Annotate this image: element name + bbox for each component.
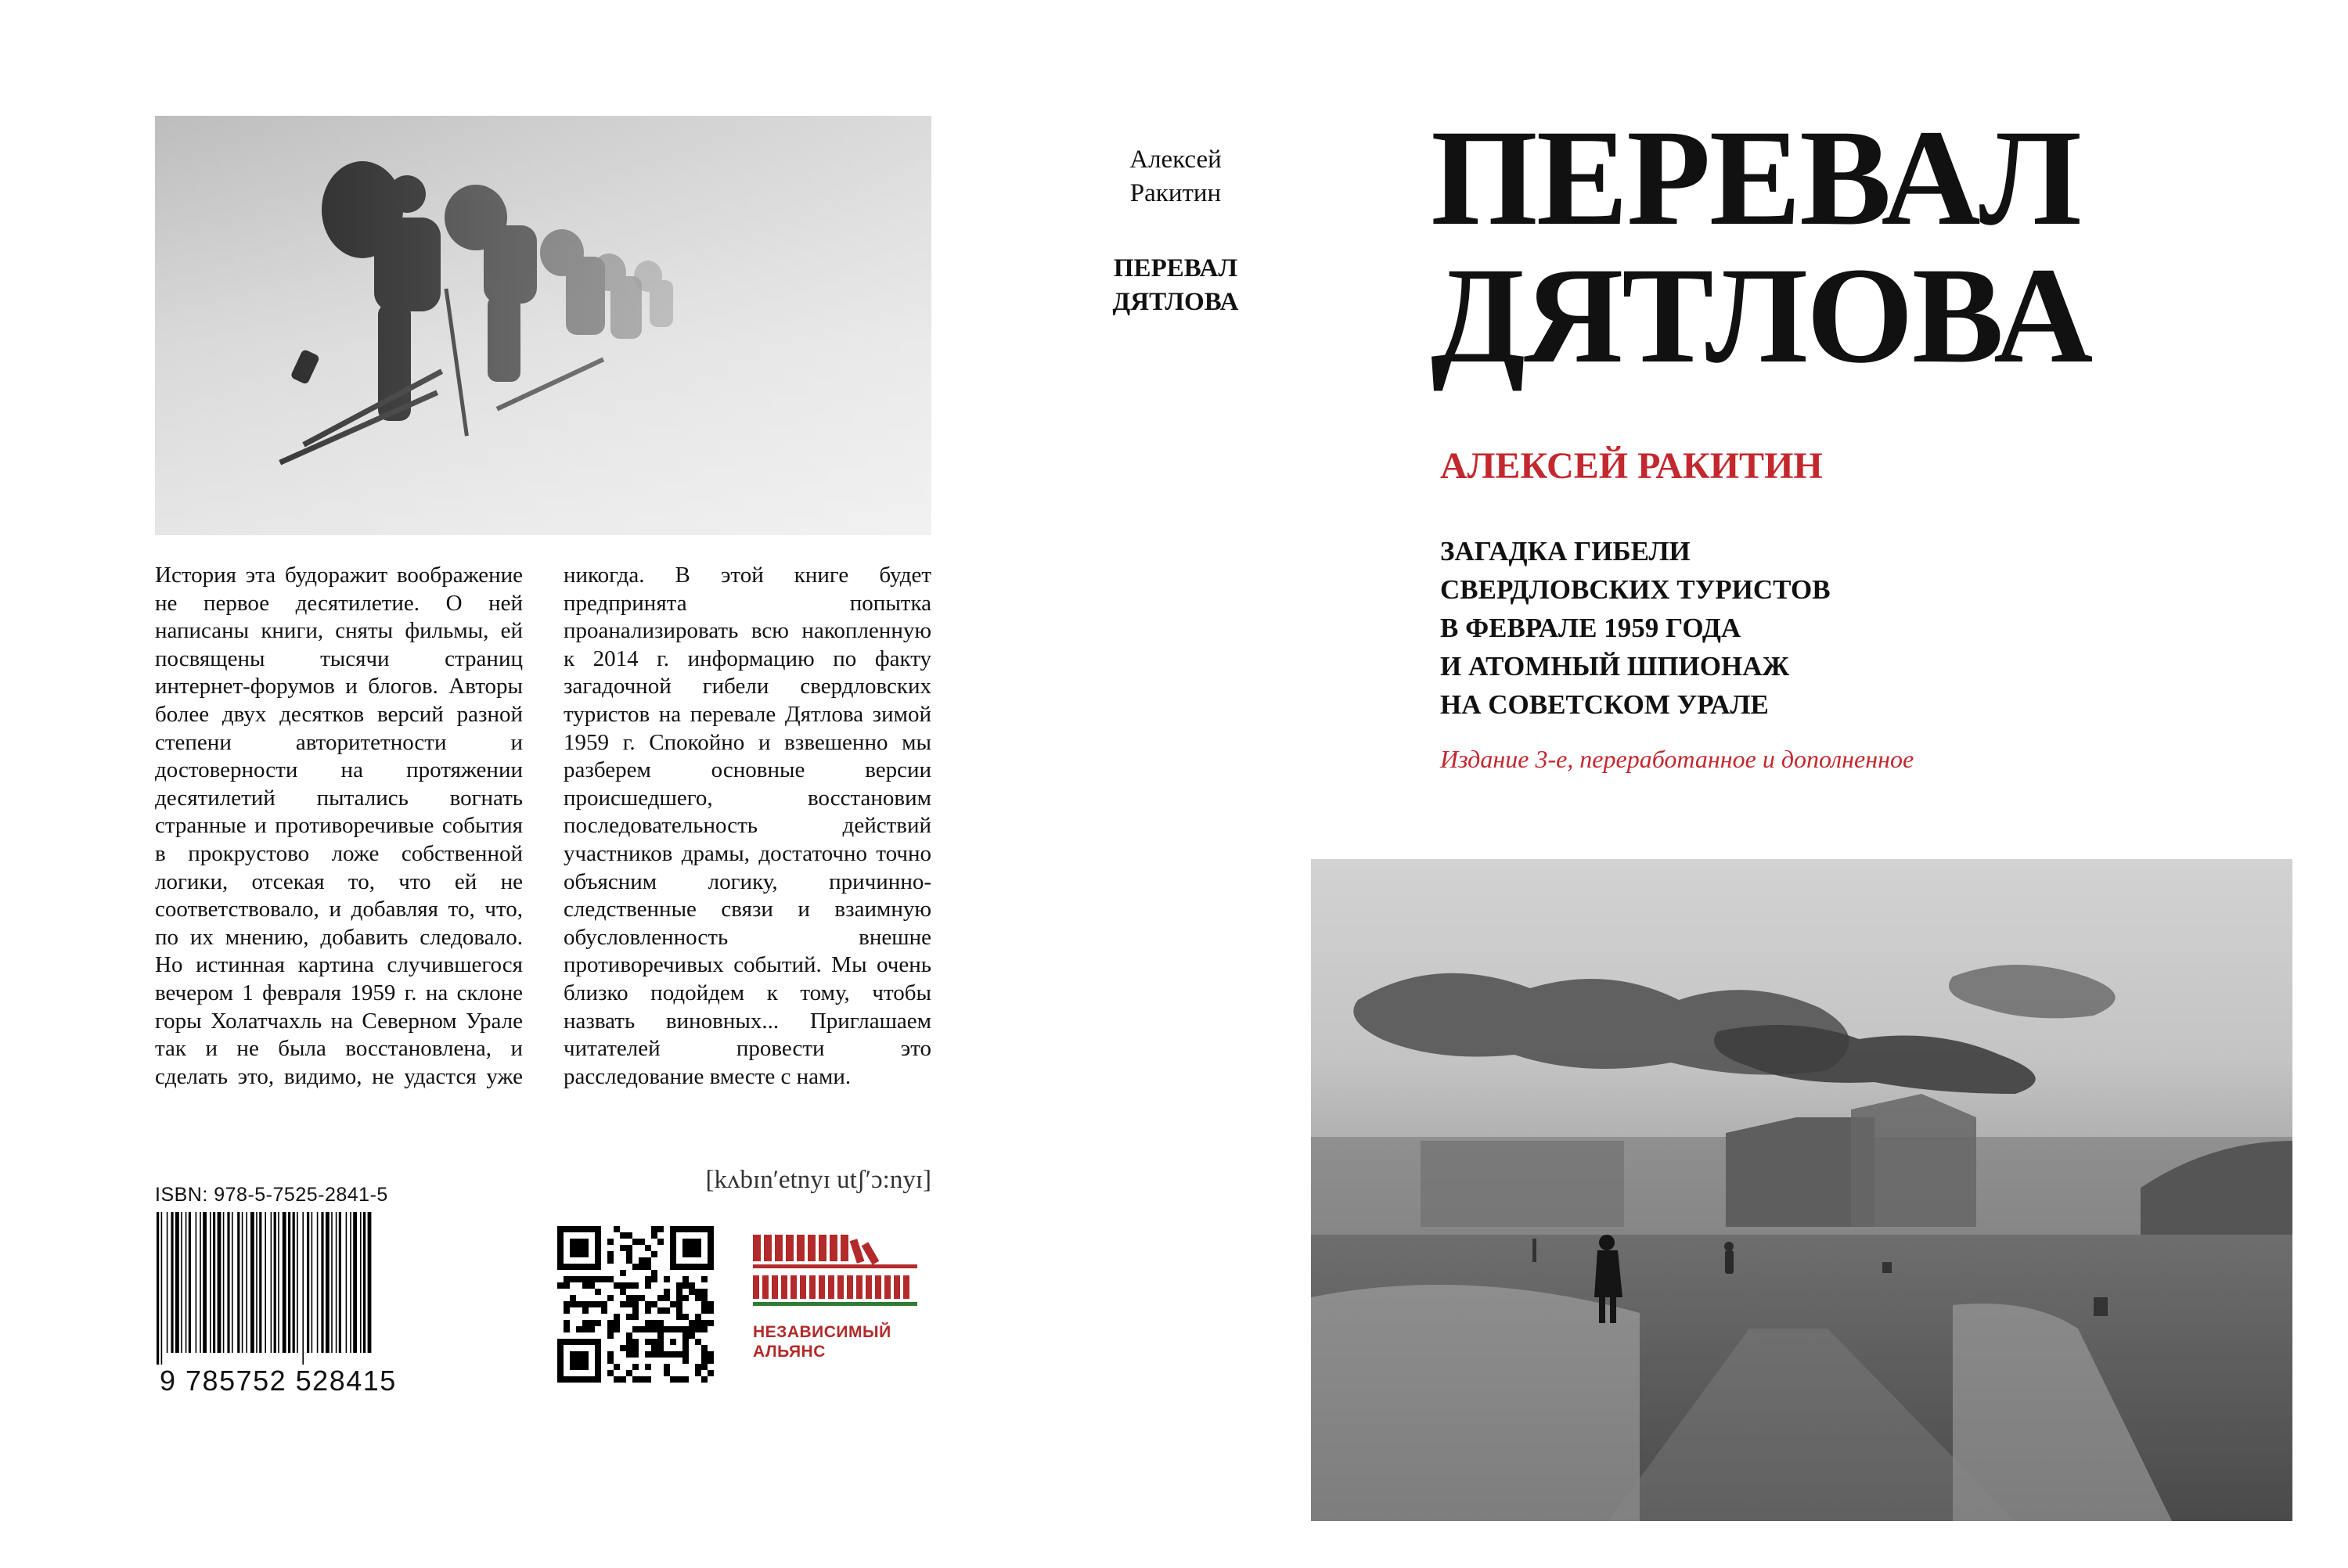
phonetic-transcription: [kʌbɪn′etnyɪ utʃ′ɔ:nyɪ] — [705, 1166, 931, 1194]
subtitle-line: ЗАГАДКА ГИБЕЛИ — [1440, 536, 1691, 566]
blurb-text: История эта будоражит воображение не первое десятилетие. О ней написаны книги, сняты фильмы, ей посвящены тысячи страниц интернет-форумов и блогов. Авторы более двух десятков версий разной степени авторитетности и достоверности на протяжении десятилетий пытались вогнать странные и противоречивые события в прокрустово ложе собственной логики, отсекая то, что ей не соответствовало, и добавляя то, что, по их мнению, добавить следовало. Но истинная картина случившегося вечером 1 февраля 1959 г. на склоне горы Холатчахль на Северном Урале так и не была восстановлена, и сделать это, видимо, не удастся уже никогда. В этой книге будет предпринята попытка проанализировать всю накопленную к 2014 г. информацию по факту загадочной гибели свердловских туристов на перевале Дятлова зимой 1959 г. Спокойно и взвешенно мы разберем основные версии происшедшего, восстановим последовательность действий участников драмы, достаточно точно объясним логику, причинно-следственные связи и взаимную обусловленность внешне противоречивых событий. Мы очень близко подойдем к тому, чтобы назвать виновных... Приглашаем читателей провести это расследование вместе с нами. — [155, 563, 931, 1089]
subtitle-line: СВЕРДЛОВСКИХ ТУРИСТОВ — [1440, 574, 1831, 605]
subtitle-line: И АТОМНЫЙ ШПИОНАЖ — [1440, 651, 1790, 682]
publisher-name — [753, 1322, 941, 1361]
isbn-label: ISBN: 978-5-7525-2841-5 — [155, 1184, 388, 1206]
publisher-name-line2: АЛЬЯНС — [753, 1343, 826, 1361]
barcode-image — [155, 1212, 376, 1365]
edition-note: Издание 3-е, переработанное и дополненное — [1440, 745, 1914, 773]
subtitle-line: НА СОВЕТСКОМ УРАЛЕ — [1440, 689, 1769, 720]
subtitle-line: В ФЕВРАЛЕ 1959 ГОДА — [1440, 613, 1741, 643]
town-photo-image — [1311, 859, 2292, 1521]
publisher-name-line1: НЕЗАВИСИМЫЙ — [753, 1323, 891, 1341]
spine-title: ПЕРЕВАЛ ДЯТЛОВА — [1112, 254, 1239, 316]
publisher-logo-icon — [753, 1235, 917, 1309]
book-subtitle — [1440, 532, 2145, 724]
qr-code-image — [557, 1226, 714, 1383]
front-author: АЛЕКСЕЙ РАКИТИН — [1440, 445, 1823, 487]
book-title-line1: ПЕРЕВАЛ — [1431, 102, 2080, 254]
front-cover-photo-town — [1311, 859, 2292, 1521]
spine-author: Алексей Ракитин — [1129, 146, 1222, 207]
back-cover-photo-skiers — [155, 116, 931, 535]
skiers-photo-image — [155, 116, 931, 535]
barcode-digits: 9 785752 528415 — [160, 1365, 397, 1397]
book-title-line2: ДЯТЛОВА — [1431, 239, 2092, 392]
book-title — [1431, 102, 2292, 392]
back-cover-blurb — [155, 562, 931, 1091]
